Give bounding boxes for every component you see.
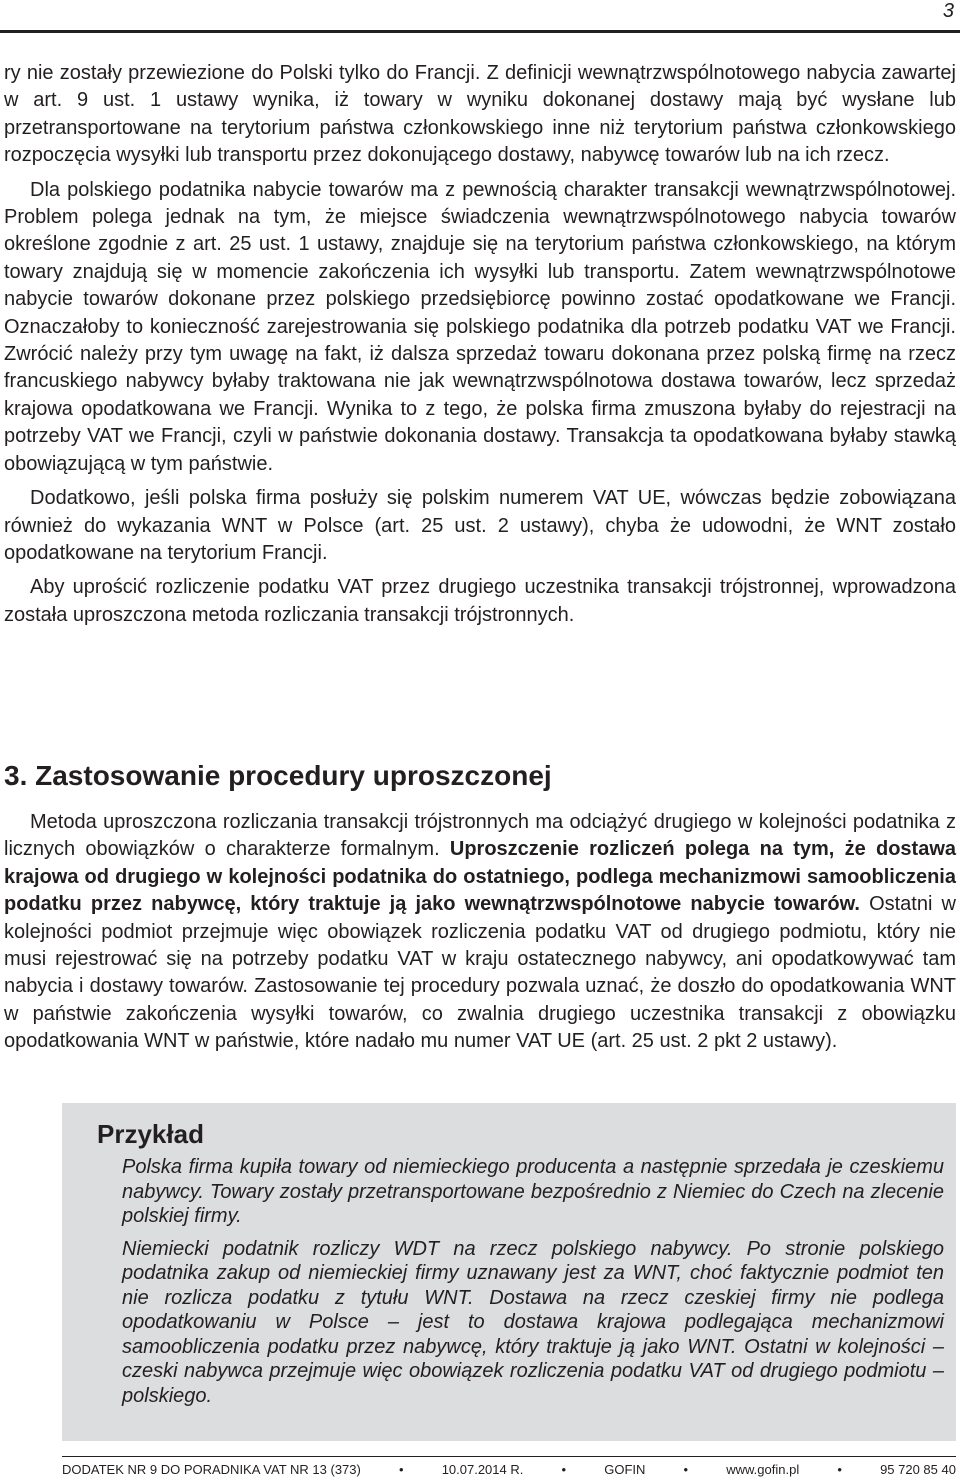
section-body: [4, 809, 956, 1056]
example-paragraph-1: Polska firma kupiła towary od niemieckiego producenta a następnie sprzedała je czeskiemu nabywcy. Towary zostały przetransportowane bezpośrednio z Niemiec do Czech na zlecenie polskiej firmy.: [122, 1156, 944, 1227]
example-text: [122, 1155, 944, 1408]
page-number: 3: [942, 0, 954, 22]
header-rule: [0, 30, 960, 33]
footer-separator-4: •: [837, 1462, 842, 1477]
section-rest: Ostatni w kolejności podmiot przejmuje więc obowiązek rozliczenia podatku VAT od drugiego podmiotu, który nie musi rejestrować się na potrzeby podatku VAT w kraju ostatecznego nabywcy, ani opodatkowywać tam nabycia i dostawy towarów. Zastosowanie tej procedury pozwala uznać, że doszło do opodatkowania WNT w państwie zakończenia wysyłki towarów, co zwalnia drugiego uczestnika transakcji z obowiązku opodatkowania WNT w państwie, które nadało mu numer VAT UE (art. 25 ust. 2 pkt 2 ustawy).: [4, 893, 956, 1053]
body-text: [4, 60, 956, 629]
section-title: 3. Zastosowanie procedury uproszczonej: [4, 760, 552, 791]
example-paragraph-2: Niemiecki podatnik rozliczy WDT na rzecz polskiego nabywcy. Po stronie polskiego podatnika zakup od niemieckiej firmy uznawany jest za WNT, choć faktycznie podmiot ten nie rozlicza podatku z tytułu WNT. Dostawa na rzecz czeskiej firmy nie podlega opodatkowaniu w Polsce – jest to dostawa krajowa podlegająca mechanizmowi samoobliczenia podatku przez nabywcę, który traktuje ją jako WNT. Ostatni w kolejności – czeski nabywca przejmuje więc obowiązek rozliczenia podatku VAT od drugiego podmiotu – polskiego.: [122, 1237, 944, 1407]
section-paragraph: [4, 809, 956, 1056]
section-intro: Metoda uproszczona rozliczania transakcji trójstronnych ma odciążyć drugiego w kolejności podatnika z licznych obowiązków o charakterze formalnym.: [4, 811, 956, 861]
paragraph-2: Dla polskiego podatnika nabycie towarów ma z pewnością charakter transakcji wewnątrzwspólnotowej. Problem polega jednak na tym, że miejsce świadczenia wewnątrzwspólnotowego nabycia towarów określone zgodnie z art. 25 ust. 1 ustawy, znajduje się na terytorium państwa członkowskiego, na którym towary znajdują się w momencie zakończenia ich wysyłki lub transportu. Zatem wewnątrzwspólnotowe nabycie towarów dokonane przez polskiego przedsiębiorcę powinno zostać opodatkowane we Francji. Oznaczałoby to konieczność zarejestrowania się polskiego podatnika dla potrzeb podatku VAT we Francji. Zwrócić należy przy tym uwagę na fakt, iż dalsza sprzedaż towaru dokonana przez polską firmę na rzecz francuskiego nabywcy byłaby traktowana nie jak wewnątrzwspólnotowa dostawa towarów, lecz sprzedaż krajowa opodatkowana we Francji. Wynika to z tego, że polska firma zmuszona byłaby do rejestracji na potrzeby VAT we Francji, czyli w państwie dokonania dostawy. Transakcja ta opodatkowana byłaby stawką obowiązującą w tym państwie.: [4, 178, 956, 475]
footer-separator-2: •: [561, 1462, 567, 1477]
footer-phone: 95 720 85 40: [880, 1462, 956, 1477]
footer-separator-1: •: [398, 1462, 404, 1477]
footer-publication: DODATEK NR 9 DO PORADNIKA VAT NR 13 (373): [62, 1462, 361, 1477]
paragraph-3: Dodatkowo, jeśli polska firma posłuży się polskim numerem VAT UE, wówczas będzie zobowiązana również do wykazania WNT w Polsce (art. 25 ust. 2 ustawy), chyba że udowodni, że WNT zostało opodatkowane na terytorium Francji.: [4, 487, 956, 564]
footer-date: 10.07.2014 R.: [441, 1462, 524, 1477]
footer-publisher: GOFIN: [604, 1462, 646, 1477]
footer-website[interactable]: www.gofin.pl: [726, 1462, 800, 1477]
paragraph-4: Aby uprościć rozliczenie podatku VAT przez drugiego uczestnika transakcji trójstronnej, wprowadzona została uproszczona metoda rozliczania transakcji trójstronnych.: [4, 576, 956, 626]
footer-rule: [62, 1456, 956, 1457]
footer: [62, 1462, 956, 1477]
footer-separator-3: •: [683, 1462, 689, 1477]
section-bold-text: Uproszczenie rozliczeń polega na tym, że dostawa krajowa od drugiego w kolejności podatnika do ostatniego, podlega mechanizmowi samoobliczenia podatku przez nabywcę, który traktuje ją jako wewnątrzwspólnotowe nabycie towarów.: [4, 838, 956, 916]
example-title: Przykład: [97, 1119, 204, 1149]
paragraph-1: ry nie zostały przewiezione do Polski tylko do Francji. Z definicji wewnątrzwspólnotowego nabycia zawartej w art. 9 ust. 1 ustawy wynika, iż towary w wyniku dokonanej dostawy mają być wysłane lub przetransportowane na terytorium państwa członkowskiego inne niż terytorium państwa członkowskiego rozpoczęcia wysyłki lub transportu przez dokonującego dostawy, nabywcę towarów lub na ich rzecz.: [4, 62, 956, 167]
example-box: [62, 1103, 956, 1441]
